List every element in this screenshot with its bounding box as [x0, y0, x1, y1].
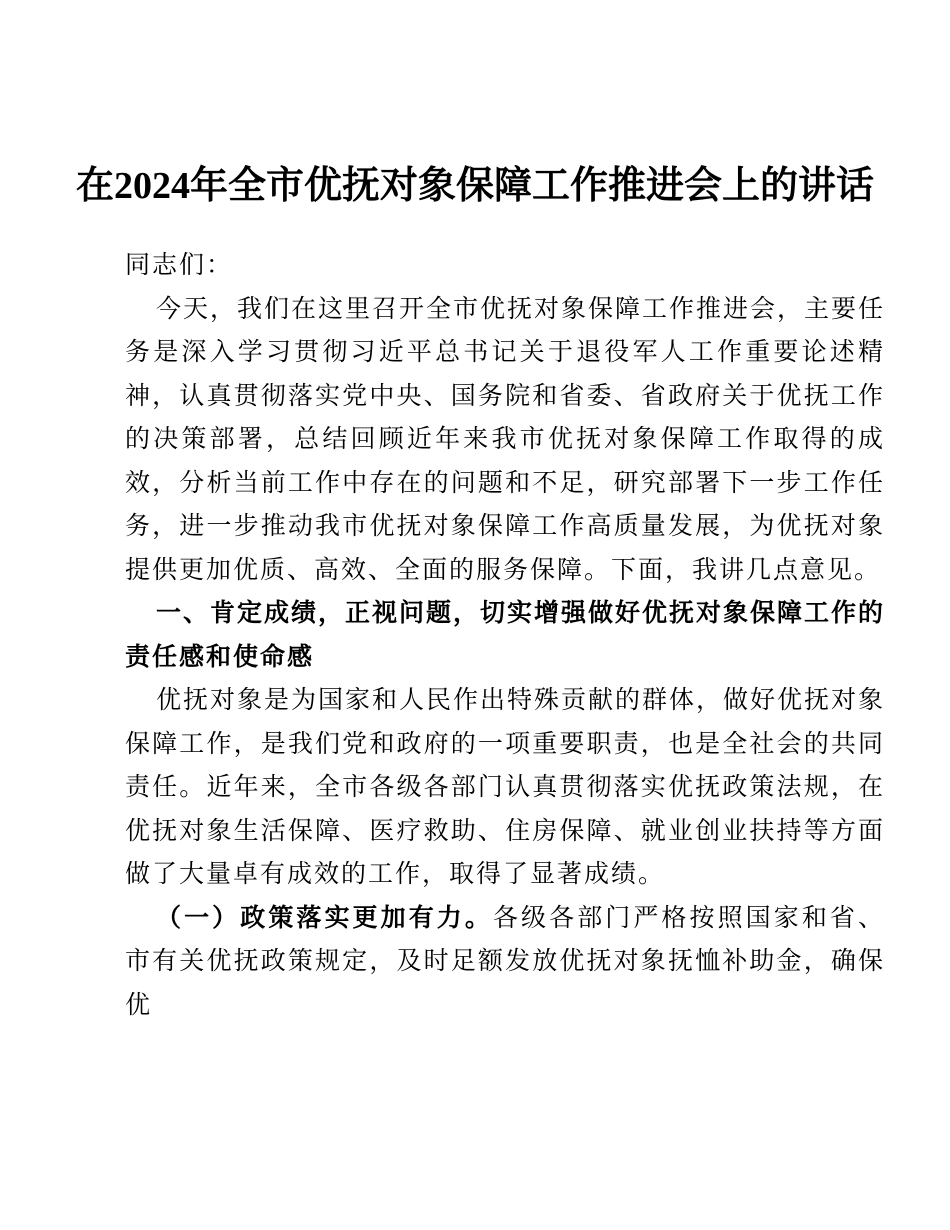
document-body — [0, 244, 950, 1027]
paragraph-opening: 今天，我们在这里召开全市优抚对象保障工作推进会，主要任务是深入学习贯彻习近平总书记关于退役军人工作重要论述精神，认真贯彻落实党中央、国务院和省委、省政府关于优抚工作的决策部署，总结回顾近年来我市优抚对象保障工作取得的成效，分析当前工作中存在的问题和不足，研究部署下一步工作任务，进一步推动我市优抚对象保障工作高质量发展，为优抚对象提供更加优质、高效、全面的服务保障。下面，我讲几点意见。 — [125, 295, 886, 584]
section-heading-1: 一、肯定成绩，正视问题，切实增强做好优抚对象保障工作的责任感和使命感 — [125, 599, 886, 671]
paragraph-subpoint-1 — [125, 897, 885, 1028]
document-title: 在2024年全市优抚对象保障工作推进会上的讲话 — [75, 165, 874, 207]
salutation-line: 同志们： — [125, 252, 234, 279]
paragraph-achievements: 优抚对象是为国家和人民作出特殊贡献的群体，做好优抚对象保障工作，是我们党和政府的一项重要职责，也是全社会的共同责任。近年来，全市各级各部门认真贯彻落实优抚政策法规，在优抚对象生活保障、医疗救助、住房保障、就业创业扶持等方面做了大量卓有成效的工作，取得了显著成绩。 — [125, 687, 886, 888]
subpoint-1-lead: （一）政策落实更加有力。 — [156, 904, 493, 932]
subpoint-1-text: 各级各部门严格按照国家和省、市有关优抚政策规定，及时足额发放优抚对象抚恤补助金，确保优 — [125, 904, 885, 1019]
